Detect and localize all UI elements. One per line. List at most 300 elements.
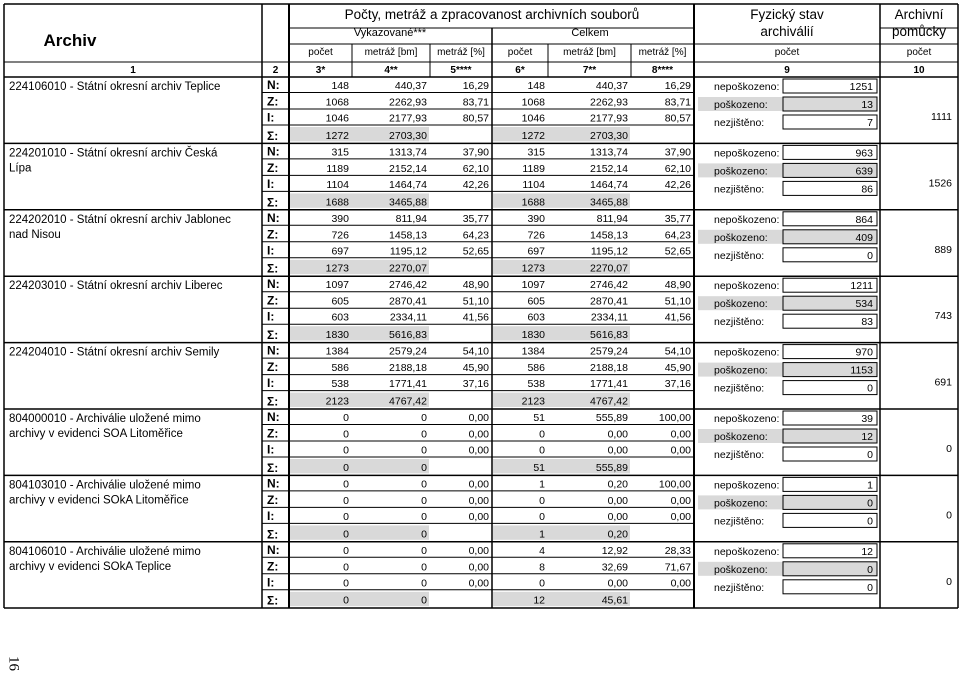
sum-cell: 51 [533,461,545,474]
row-label: N: [267,277,280,292]
data-cell: 0 [539,510,545,523]
data-cell: 603 [527,311,545,324]
data-cell: 0 [421,412,427,424]
state-label: nepoškozeno: [714,213,780,226]
data-cell: 2334,11 [389,311,427,324]
data-cell: 2870,41 [590,295,628,308]
data-cell: 0,00 [607,510,628,523]
state-value: 0 [867,382,873,395]
sub-column-header: metráž [%] [437,47,485,58]
data-cell: 45,90 [462,362,489,375]
aids-count: 889 [934,243,952,256]
reported-header: Vykazované*** [353,27,427,39]
data-cell: 41,56 [462,311,489,324]
data-cell: 16,29 [462,80,489,92]
sum-cell: 1272 [521,129,545,142]
data-cell: 1097 [521,279,545,292]
state-label: poškozeno: [714,165,768,178]
data-cell: 315 [331,146,349,159]
data-cell: 1 [539,478,545,491]
sum-cell: 2270,07 [389,262,427,275]
data-cell: 80,57 [664,112,691,125]
row-label: I: [267,110,275,125]
sum-cell: 0,20 [607,528,628,541]
data-cell: 390 [331,212,349,225]
data-cell: 605 [331,295,349,308]
data-cell: 42,26 [664,178,691,191]
data-cell: 0 [343,428,349,441]
data-cell: 0 [421,561,427,574]
column-number: 6* [515,65,525,76]
aids-header: Archivní [894,7,944,22]
data-cell: 1771,41 [389,378,427,391]
data-cell: 0 [421,444,427,457]
data-cell: 0 [343,510,349,523]
sub-column-header: metráž [%] [638,47,687,58]
data-cell: 2746,42 [389,279,427,292]
data-cell: 1189 [522,162,545,175]
state-value: 0 [867,449,873,461]
sum-cell: 1830 [521,329,545,342]
data-cell: 1464,74 [389,178,427,191]
data-cell: 538 [331,378,349,391]
row-label: Σ: [267,527,279,542]
state-value: 0 [867,581,873,594]
sum-cell: 2123 [521,395,545,408]
data-cell: 1189 [326,162,349,175]
row-label: N: [267,476,280,491]
data-cell: 0,00 [468,577,489,590]
data-cell: 1104 [326,178,349,191]
data-cell: 0,00 [468,478,489,491]
sub-column-header: počet [906,47,932,58]
data-cell: 0,00 [468,510,489,523]
row-label: I: [267,243,275,258]
data-cell: 64,23 [664,229,691,242]
data-cell: 1313,74 [590,146,628,159]
sum-cell: 12 [533,594,545,607]
column-number: 8**** [651,65,674,76]
data-cell: 0,00 [607,444,628,457]
data-cell: 0 [421,577,427,590]
physical-state-header: Fyzický stav [750,7,824,22]
row-label: Σ: [267,261,279,276]
data-cell: 1068 [325,96,349,109]
state-label: nezjištěno: [714,382,765,395]
aids-count: 0 [946,575,952,588]
data-cell: 2177,93 [389,112,427,125]
data-cell: 35,77 [462,212,489,225]
state-value: 0 [867,515,873,528]
page-number: 16 [5,656,22,671]
data-cell: 2262,93 [389,96,427,109]
state-label: nepoškozeno: [714,479,780,492]
state-label: poškozeno: [714,497,768,510]
data-cell: 811,94 [395,212,427,225]
sum-cell: 0 [343,594,349,607]
state-label: nezjištěno: [714,316,765,329]
state-value: 0 [867,497,873,510]
state-value: 534 [855,298,873,311]
data-cell: 0,00 [468,412,489,424]
data-cell: 80,57 [462,112,489,125]
sub-column-header: metráž [bm] [364,47,418,58]
state-label: nepoškozeno: [714,147,780,160]
aids-count: 0 [946,443,952,455]
state-value: 7 [867,117,873,129]
row-label: Σ: [267,460,279,475]
sub-column-header: počet [507,47,533,58]
data-cell: 83,71 [462,96,489,109]
data-cell: 0 [343,412,349,424]
data-cell: 51 [533,412,545,424]
archive-name: Lípa [9,162,32,175]
state-label: nepoškozeno: [714,346,780,359]
data-cell: 100,00 [658,412,691,424]
aids-count: 743 [934,310,952,323]
data-cell: 1104 [522,178,545,191]
state-value-box [783,477,877,491]
state-label: nezjištěno: [714,117,765,129]
data-cell: 35,77 [664,212,691,225]
state-value: 83 [861,316,873,329]
data-cell: 4 [539,544,545,557]
data-cell: 697 [331,245,349,258]
data-cell: 8 [539,561,545,574]
row-label: Z: [267,293,279,308]
sum-cell: 1273 [325,262,349,275]
sum-cell-shade [290,592,429,606]
archive-name: 224202010 - Státní okresní archiv Jablonec [9,213,231,226]
state-value-box [783,115,877,129]
archive-name: 224203010 - Státní okresní archiv Liberec [9,280,223,293]
data-cell: 1384 [521,345,545,358]
row-label: I: [267,376,275,391]
state-value: 639 [855,165,873,178]
row-label: Σ: [267,593,279,608]
data-cell: 0,00 [468,561,489,574]
data-cell: 605 [527,295,545,308]
archive-name: 804106010 - Archiválie uložené mimo [9,545,201,558]
data-cell: 0 [421,428,427,441]
data-cell: 811,94 [596,212,628,225]
archive-name: 224201010 - Státní okresní archiv Česká [9,147,218,160]
data-cell: 726 [331,229,349,242]
data-cell: 2177,93 [590,112,628,125]
data-cell: 1046 [325,112,349,125]
archiv-column-header: Archiv [43,31,97,50]
row-label: I: [267,442,275,457]
row-label: N: [267,210,280,225]
main-title: Počty, metráž a zpracovanost archivních souborů [344,7,640,22]
archive-name: 224204010 - Státní okresní archiv Semily [9,346,220,359]
data-cell: 54,10 [462,345,489,358]
data-cell: 726 [527,229,545,242]
data-cell: 16,29 [664,80,691,92]
state-value: 1 [867,479,873,492]
row-label: N: [267,343,280,358]
sum-cell: 3465,88 [389,196,427,209]
state-value-box [783,248,877,262]
sum-cell: 0 [421,461,427,474]
archive-name: 804103010 - Archiválie uložené mimo [9,479,201,492]
sum-cell: 0 [343,461,349,474]
row-label: I: [267,309,275,324]
state-label: nezjištěno: [714,183,765,196]
data-cell: 37,16 [462,378,489,391]
data-cell: 0 [343,577,349,590]
state-value: 12 [861,431,873,443]
state-label: nepoškozeno: [714,545,780,558]
data-cell: 45,90 [664,362,691,375]
data-cell: 51,10 [462,295,489,308]
data-cell: 0,00 [670,577,691,590]
column-number: 9 [784,65,790,76]
state-label: poškozeno: [714,364,768,377]
state-label: poškozeno: [714,298,768,311]
data-cell: 0,00 [607,494,628,507]
row-label: Z: [267,227,279,242]
column-number: 3* [315,65,326,76]
state-label: poškozeno: [714,231,768,244]
data-cell: 0,00 [670,428,691,441]
state-value-box [783,513,877,527]
row-label: Σ: [267,328,279,343]
data-cell: 2152,14 [389,162,427,175]
sum-cell: 2703,30 [389,129,427,142]
data-cell: 0,00 [607,577,628,590]
state-label: nepoškozeno: [714,81,780,93]
archive-name: archivy v evidenci SOA Litoměřice [9,428,183,440]
sum-cell: 0 [343,528,349,541]
sub-column-header: počet [308,47,333,58]
state-value: 0 [867,563,873,576]
sum-cell: 0 [421,594,427,607]
row-label: I: [267,176,275,191]
data-cell: 390 [527,212,545,225]
state-value: 864 [855,213,873,226]
data-cell: 62,10 [462,162,489,175]
data-cell: 0,20 [607,478,628,491]
aids-count: 1526 [928,177,952,190]
column-number: 4** [384,65,398,76]
sum-cell-shade [290,525,429,539]
data-cell: 538 [527,378,545,391]
data-cell: 0 [539,577,545,590]
column-number: 10 [913,65,925,76]
sum-cell: 555,89 [595,461,628,474]
data-cell: 1464,74 [590,178,628,191]
data-cell: 697 [527,245,545,258]
row-label: Z: [267,492,279,507]
data-cell: 0 [343,444,349,457]
state-label: poškozeno: [714,563,768,576]
data-cell: 2334,11 [590,311,628,324]
sum-cell: 5616,83 [389,329,427,342]
data-cell: 0,00 [670,444,691,457]
sum-cell: 4767,42 [590,395,628,408]
data-cell: 1458,13 [389,229,427,242]
column-number: 2 [272,65,279,76]
data-cell: 586 [527,362,545,375]
state-value: 970 [855,346,873,359]
data-cell: 1384 [325,345,349,358]
physical-state-header: archiválií [760,24,814,39]
state-value-box [783,562,877,576]
data-cell: 0,00 [670,494,691,507]
data-cell: 48,90 [462,279,489,292]
data-cell: 0,00 [607,428,628,441]
row-label: Z: [267,426,279,441]
data-cell: 2188,18 [590,362,628,375]
row-label: I: [267,508,275,523]
state-value-box [783,495,877,509]
row-label: N: [267,410,280,424]
data-cell: 1771,41 [590,378,628,391]
row-label: N: [267,542,280,557]
data-cell: 2579,24 [590,345,628,358]
data-cell: 48,90 [664,279,691,292]
row-label: Z: [267,559,279,574]
row-label: N: [267,78,280,92]
sub-column-header: metráž [bm] [563,47,616,58]
state-value: 963 [855,147,873,160]
data-cell: 0,00 [468,444,489,457]
state-value: 12 [861,545,873,558]
sum-cell: 45,61 [601,594,628,607]
data-cell: 2870,41 [389,295,427,308]
state-label: nepoškozeno: [714,280,780,293]
data-cell: 1046 [521,112,545,125]
state-label: poškozeno: [714,99,768,111]
data-cell: 0 [343,478,349,491]
data-cell: 2746,42 [590,279,628,292]
data-cell: 83,71 [664,96,691,109]
row-label: Σ: [267,195,279,210]
aids-count: 1111 [930,111,952,123]
data-cell: 0,00 [468,544,489,557]
data-cell: 37,90 [664,146,691,159]
state-value: 1211 [850,280,873,293]
data-cell: 1195,12 [590,245,628,258]
data-cell: 0,00 [670,510,691,523]
sum-cell: 5616,83 [590,329,628,342]
state-label: nezjištěno: [714,449,765,461]
data-cell: 52,65 [462,245,489,258]
data-cell: 0 [343,561,349,574]
data-cell: 32,69 [601,561,628,574]
total-header: Celkem [571,27,609,39]
sum-cell: 0 [421,528,427,541]
data-cell: 42,26 [462,178,489,191]
row-label: Σ: [267,394,279,409]
data-cell: 0 [421,544,427,557]
archive-name: nad Nisou [9,228,61,241]
data-cell: 0,00 [468,428,489,441]
column-number: 1 [130,65,136,76]
row-label: Z: [267,94,279,109]
sum-cell: 1688 [521,196,545,209]
data-cell: 1097 [325,279,349,292]
data-cell: 440,37 [595,80,628,92]
data-cell: 0,00 [468,494,489,507]
data-cell: 12,92 [601,544,628,557]
data-cell: 148 [331,80,349,92]
sum-cell: 1830 [325,329,349,342]
row-label: N: [267,144,280,159]
aids-header: pomůcky [891,24,947,39]
sum-cell: 3465,88 [590,196,628,209]
data-cell: 2262,93 [590,96,628,109]
data-cell: 28,33 [664,544,691,557]
sum-cell: 2270,07 [590,262,628,275]
state-value: 1153 [850,364,873,377]
aids-count: 691 [934,376,952,389]
archive-name: 224106010 - Státní okresní archiv Teplice [9,81,221,93]
data-cell: 0 [539,428,545,441]
sum-cell: 1272 [325,129,349,142]
data-cell: 315 [527,146,545,159]
row-label: Z: [267,360,279,375]
state-value-box [783,580,877,594]
sum-cell: 2123 [325,395,349,408]
data-cell: 148 [527,80,545,92]
state-value: 1251 [849,81,873,93]
data-cell: 100,00 [658,478,691,491]
row-label: Σ: [267,128,279,143]
sum-cell-shade [290,459,429,473]
data-cell: 71,67 [664,561,691,574]
data-cell: 0 [343,544,349,557]
state-label: poškozeno: [714,431,768,443]
state-value: 86 [861,183,873,196]
data-cell: 555,89 [595,412,628,424]
data-cell: 440,37 [394,80,427,92]
row-label: I: [267,575,275,590]
data-cell: 2188,18 [389,362,427,375]
data-cell: 0 [343,494,349,507]
column-number: 7** [582,65,597,76]
state-value: 39 [861,413,873,425]
data-cell: 1068 [521,96,545,109]
data-cell: 0 [539,444,545,457]
data-cell: 52,65 [664,245,691,258]
column-number: 5**** [450,65,472,76]
data-cell: 51,10 [664,295,691,308]
state-value-box [783,447,877,461]
data-cell: 37,90 [462,146,489,159]
data-cell: 64,23 [462,229,489,242]
data-cell: 586 [331,362,349,375]
aids-count: 0 [946,509,952,522]
data-cell: 603 [331,311,349,324]
data-cell: 1313,74 [389,146,427,159]
sum-cell: 4767,42 [389,395,427,408]
data-cell: 0 [421,510,427,523]
state-label: nezjištěno: [714,515,765,528]
sum-cell: 2703,30 [590,129,628,142]
sub-column-header: počet [774,47,800,58]
sum-cell: 1273 [521,262,545,275]
data-cell: 41,56 [664,311,691,324]
state-label: nezjištěno: [714,249,765,262]
archive-name: 804000010 - Archiválie uložené mimo [9,413,201,425]
data-cell: 0 [539,494,545,507]
state-label: nezjištěno: [714,581,765,594]
row-label: Z: [267,160,279,175]
data-cell: 1458,13 [590,229,628,242]
data-cell: 2152,14 [590,162,628,175]
